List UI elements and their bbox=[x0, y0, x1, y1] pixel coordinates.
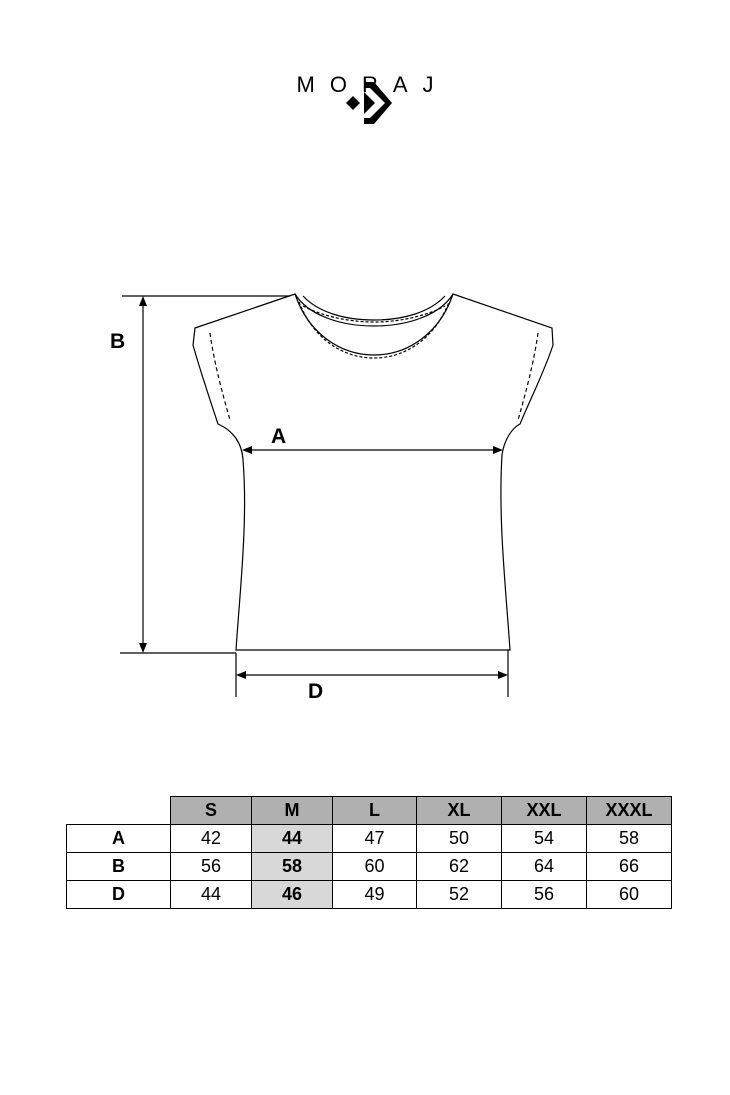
table-cell: 62 bbox=[417, 853, 502, 881]
brand-name: MORAJ bbox=[296, 72, 449, 97]
corner-cell bbox=[67, 797, 171, 825]
table-cell: 50 bbox=[417, 825, 502, 853]
size-header: L bbox=[333, 797, 417, 825]
size-header: M bbox=[252, 797, 333, 825]
table-cell: 44 bbox=[171, 881, 252, 909]
table-cell: 60 bbox=[587, 881, 672, 909]
table-cell: 58 bbox=[587, 825, 672, 853]
table-row bbox=[67, 881, 672, 909]
table-cell: 42 bbox=[171, 825, 252, 853]
table-cell: 60 bbox=[333, 853, 417, 881]
size-header: XXXL bbox=[587, 797, 672, 825]
size-header: S bbox=[171, 797, 252, 825]
table-cell-highlighted: 46 bbox=[252, 881, 333, 909]
size-header: XXL bbox=[502, 797, 587, 825]
size-header-row bbox=[67, 797, 672, 825]
table-cell: 49 bbox=[333, 881, 417, 909]
table-row bbox=[67, 853, 672, 881]
row-label: B bbox=[67, 853, 171, 881]
table-cell: 52 bbox=[417, 881, 502, 909]
table-cell-highlighted: 44 bbox=[252, 825, 333, 853]
table-cell: 64 bbox=[502, 853, 587, 881]
table-cell: 54 bbox=[502, 825, 587, 853]
row-label: D bbox=[67, 881, 171, 909]
row-label: A bbox=[67, 825, 171, 853]
table-cell-highlighted: 58 bbox=[252, 853, 333, 881]
table-cell: 66 bbox=[587, 853, 672, 881]
size-header: XL bbox=[417, 797, 502, 825]
label-b: B bbox=[110, 330, 126, 353]
table-cell: 47 bbox=[333, 825, 417, 853]
label-a: A bbox=[271, 425, 287, 448]
table-cell: 56 bbox=[502, 881, 587, 909]
tshirt-outline bbox=[193, 294, 553, 650]
size-chart-table bbox=[66, 796, 672, 909]
table-cell: 56 bbox=[171, 853, 252, 881]
table-row bbox=[67, 825, 672, 853]
label-d: D bbox=[308, 680, 324, 703]
